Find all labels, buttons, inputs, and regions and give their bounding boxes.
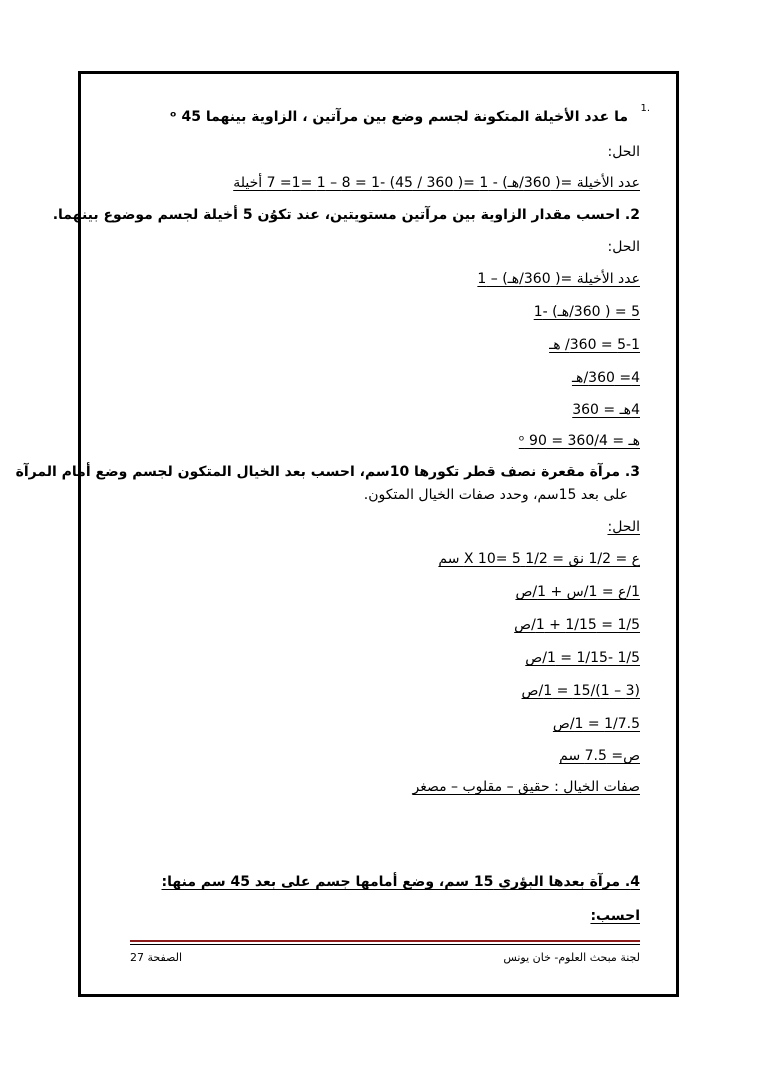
q1-number: 1. — [640, 103, 650, 114]
q4-text: 4. مرآة بعدها البؤري 15 سم، وضع أمامها جسم على بعد 45 سم منها: — [161, 874, 640, 890]
footer-rule-red — [130, 940, 640, 942]
q2-solution-label: الحل: — [607, 239, 640, 255]
q3-text-line-2: على بعد 15سم، وحدد صفات الخيال المتكون. — [363, 487, 628, 503]
q1-answer: عدد الأخيلة =( 360/هـ) - 1 =( 360 / 45) -1 = 8 – 1 =1= 7 أخيلة — [233, 175, 640, 191]
footer-page-number: الصفحة 27 — [130, 951, 183, 964]
q4-subheading: احسب: — [590, 908, 640, 924]
q3-image-properties: صفات الخيال : حقيق – مقلوب – مصغر — [412, 779, 640, 795]
q2-step-5: 4هـ = 360 — [572, 402, 640, 418]
q2-step-6: هـ = 360/4 = 90 ᵒ — [518, 433, 640, 449]
q1-text: ما عدد الأخيلة المتكونة لجسم وضع بين مرآتين ، الزاوية بينهما 45 ᵒ — [169, 109, 628, 125]
q2-text: 2. احسب مقدار الزاوية بين مرآتين مستويتين، عند تكوُن 5 أخيلة لجسم موضوع بينهما. — [52, 207, 640, 223]
footer-committee: لجنة مبحث العلوم- خان يونس — [503, 951, 640, 964]
q3-step-3: 1/5 = 1/15 + 1/ص — [514, 617, 640, 633]
q3-solution-label: الحل: — [607, 519, 640, 535]
q3-step-5: (3 – 1)/15 = 1/ص — [521, 683, 640, 699]
q2-step-4: 4= 360/هـ — [571, 370, 640, 386]
q2-step-3: 5-1 = 360/ هـ — [549, 337, 640, 353]
q3-step-6: 1/7.5 = 1/ص — [552, 716, 640, 732]
q2-step-1: عدد الأخيلة =( 360/هـ) – 1 — [477, 271, 640, 287]
q3-text-line-1: 3. مرآة مقعرة نصف قطر تكورها 10سم، احسب بعد الخيال المتكون لجسم وضع أمام المرآة — [15, 464, 640, 480]
q3-step-1: ع = 1/2 نق = 1/2 X 10= 5 سم — [438, 551, 640, 567]
q2-step-2: 5 = ( 360/هـ) -1 — [533, 304, 640, 320]
q1-solution-label: الحل: — [607, 144, 640, 160]
q3-step-2: 1/ع = 1/س + 1/ص — [515, 584, 640, 600]
q3-step-7: ص= 7.5 سم — [559, 748, 640, 764]
q3-step-4: 1/5 -1/15 = 1/ص — [525, 650, 640, 666]
footer-rule-black — [130, 944, 640, 945]
